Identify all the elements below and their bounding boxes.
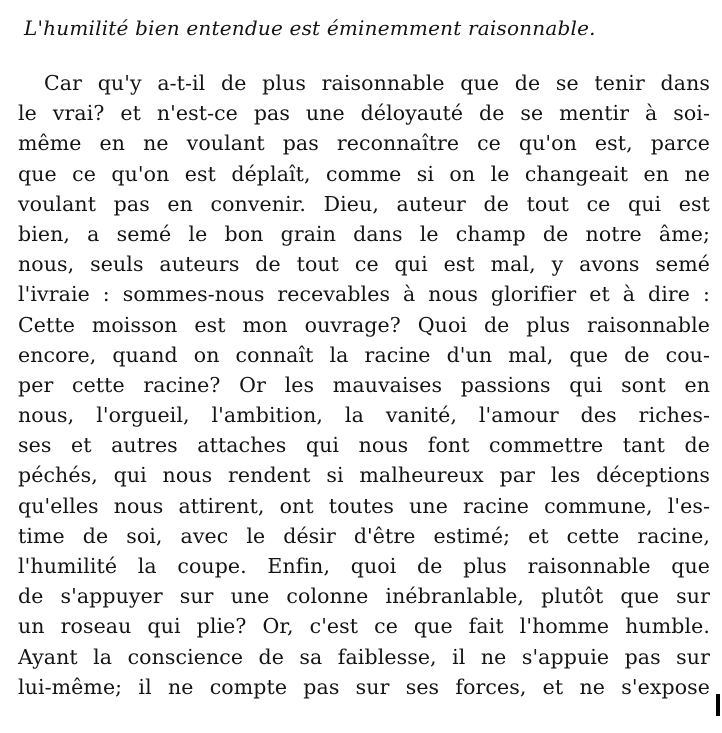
text-line: péchés, qui nous rendent si malheureux par les déceptions [18,463,710,488]
section-heading: L'humilité bien entendue est éminemment raisonnable. [24,16,596,40]
text-line: même en ne voulant pas reconnaître ce qu'on est, parce [18,131,710,156]
text-line: nous, l'orgueil, l'ambition, la vanité, l'amour des riches- [18,403,710,428]
text-line: l'ivraie : sommes-nous recevables à nous glorifier et à dire : [18,282,710,307]
text-line: l'humilité la coupe. Enfin, quoi de plus raisonnable que [18,554,710,578]
text-line: Car qu'y a-t-il de plus raisonnable que de se tenir dans [44,71,710,95]
text-line: encore, quand on connaît la racine d'un mal, que de cou- [18,342,710,367]
text-line: le vrai? et n'est-ce pas une déloyauté de se mentir à soi- [18,101,710,126]
text-line: per cette racine? Or les mauvaises passions qui sont en [18,372,710,397]
text-line: lui-même; il ne compte pas sur ses forces, et ne s'expose [18,674,710,699]
text-line: qu'elles nous attirent, ont toutes une racine commune, l'es- [18,493,710,518]
body-paragraph [18,68,710,702]
text-line: time de soi, avec le désir d'être estimé; et cette racine, [18,523,710,548]
text-line: de s'appuyer sur une colonne inébranlable, plutôt que sur [18,584,710,609]
text-line: Ayant la conscience de sa faiblesse, il ne s'appuie pas sur [18,644,710,669]
text-line: un roseau qui plie? Or, c'est ce que fait l'homme humble. [18,614,710,639]
text-line: voulant pas en convenir. Dieu, auteur de tout ce qui est [18,191,710,216]
text-line: ses et autres attaches qui nous font commettre tant de [18,433,710,458]
text-line: Cette moisson est mon ouvrage? Quoi de plus raisonnable [18,312,710,337]
text-line: que ce qu'on est déplaît, comme si on le changeait en ne [18,161,710,186]
text-line: nous, seuls auteurs de tout ce qui est mal, y avons semé [18,252,710,277]
text-line: bien, a semé le bon grain dans le champ de notre âme; [18,221,710,246]
page-edge-mark [716,694,720,716]
